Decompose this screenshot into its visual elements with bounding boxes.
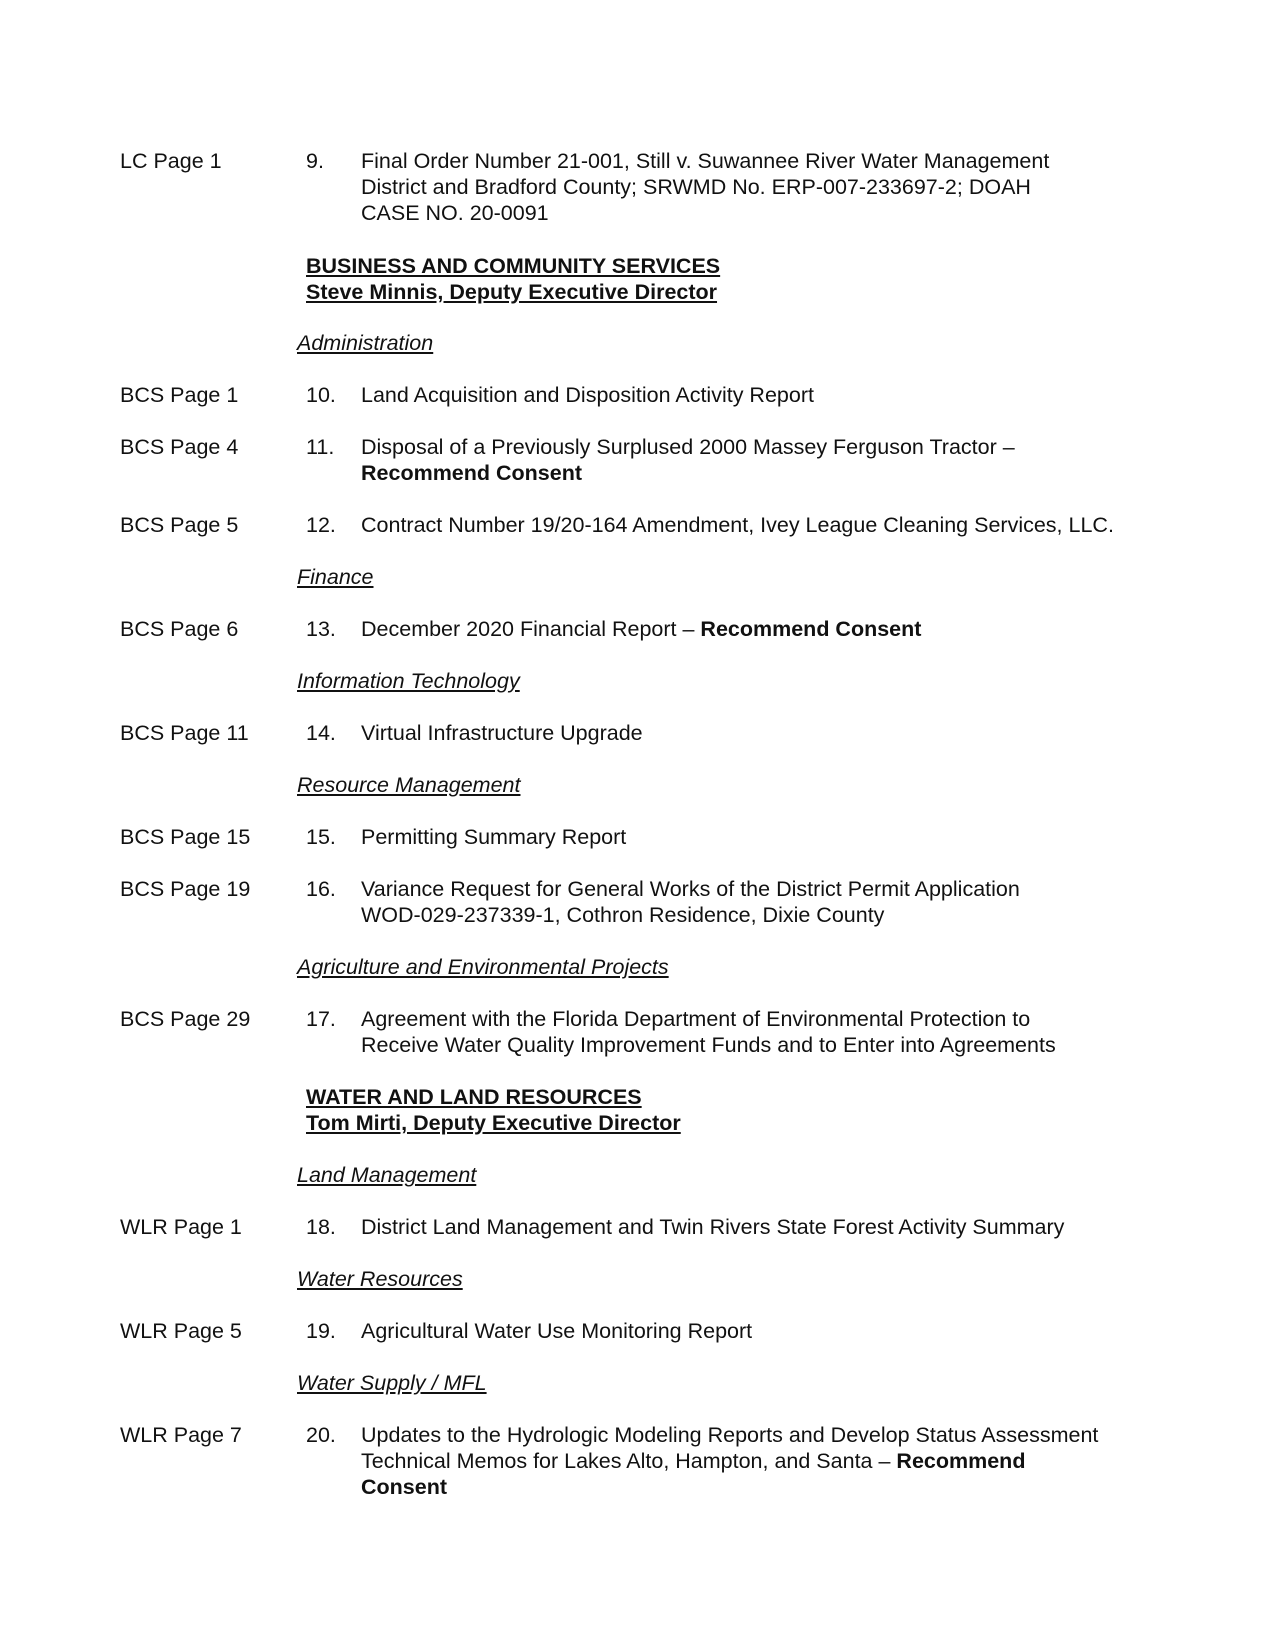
item-number: 17.	[306, 1007, 336, 1031]
item-description: Disposal of a Previously Surplused 2000 Massey Ferguson Tractor – Recommend Consent	[361, 434, 1181, 486]
page-reference: BCS Page 19	[120, 877, 251, 901]
item-description: Agricultural Water Use Monitoring Report	[361, 1319, 753, 1343]
subsection-administration: Administration	[297, 331, 434, 355]
item-number: 20.	[306, 1423, 336, 1447]
item-number: 12.	[306, 513, 336, 537]
item-number: 9.	[306, 149, 324, 173]
item-description: Agreement with the Florida Department of Environmental Protection to Receive Water Quality Improvement Funds and to Enter into Agreements	[361, 1007, 1056, 1057]
item-number: 16.	[306, 877, 336, 901]
item-number: 10.	[306, 383, 336, 407]
item-description: Permitting Summary Report	[361, 825, 627, 849]
item-number: 14.	[306, 721, 336, 745]
subsection-information-technology: Information Technology	[297, 669, 520, 693]
subsection-land-management: Land Management	[297, 1163, 477, 1187]
page-reference: BCS Page 5	[120, 513, 239, 537]
recommend-consent-label: Recommend	[896, 1449, 1026, 1473]
section-heading-business-community-services	[306, 253, 720, 305]
item-number: 19.	[306, 1319, 336, 1343]
item-description: Land Acquisition and Disposition Activity Report	[361, 383, 814, 407]
item-number: 11.	[306, 435, 335, 459]
page-reference: BCS Page 6	[120, 617, 239, 641]
consent-label: Consent	[361, 1475, 447, 1499]
subsection-resource-management: Resource Management	[297, 773, 521, 797]
item-number: 13.	[306, 617, 336, 641]
item-description: Virtual Infrastructure Upgrade	[361, 721, 643, 745]
item-description: District Land Management and Twin Rivers State Forest Activity Summary	[361, 1215, 1065, 1239]
page-reference: BCS Page 29	[120, 1007, 251, 1031]
item-number: 15.	[306, 825, 336, 849]
section-director: Tom Mirti, Deputy Executive Director	[306, 1111, 681, 1135]
section-title: BUSINESS AND COMMUNITY SERVICES	[306, 254, 721, 278]
page-reference: WLR Page 7	[120, 1423, 242, 1447]
item-description: December 2020 Financial Report – Recommend Consent	[361, 617, 922, 641]
section-title: WATER AND LAND RESOURCES	[306, 1085, 642, 1109]
subsection-finance: Finance	[297, 565, 374, 589]
page-reference: LC Page 1	[120, 149, 222, 173]
subsection-water-resources: Water Resources	[297, 1267, 463, 1291]
item-description: Final Order Number 21-001, Still v. Suwannee River Water Management District and Bradford County; SRWMD No. ERP-007-233697-2; DOAH CASE NO. 20-0091	[361, 149, 1050, 225]
page-reference: BCS Page 1	[120, 383, 239, 407]
subsection-agriculture-environmental-projects: Agriculture and Environmental Projects	[297, 955, 669, 979]
page-reference: BCS Page 4	[120, 435, 239, 459]
item-description: Updates to the Hydrologic Modeling Reports and Develop Status Assessment Technical Memos for Lakes Alto, Hampton, and Santa – Recommend Consent	[361, 1422, 1181, 1500]
section-heading-water-land-resources	[306, 1084, 681, 1136]
item-description: Variance Request for General Works of the District Permit Application WOD-029-237339-1, Cothron Residence, Dixie County	[361, 877, 1020, 927]
page-reference: BCS Page 11	[120, 721, 249, 745]
recommend-consent-label: Recommend Consent	[361, 461, 583, 485]
subsection-water-supply-mfl: Water Supply / MFL	[297, 1371, 487, 1395]
page-reference: WLR Page 5	[120, 1319, 242, 1343]
page-reference: WLR Page 1	[120, 1215, 242, 1239]
item-description: Contract Number 19/20-164 Amendment, Ivey League Cleaning Services, LLC.	[361, 513, 1114, 537]
recommend-consent-label: Recommend Consent	[700, 617, 922, 641]
page-reference: BCS Page 15	[120, 825, 251, 849]
section-director: Steve Minnis, Deputy Executive Director	[306, 280, 718, 304]
item-number: 18.	[306, 1215, 336, 1239]
